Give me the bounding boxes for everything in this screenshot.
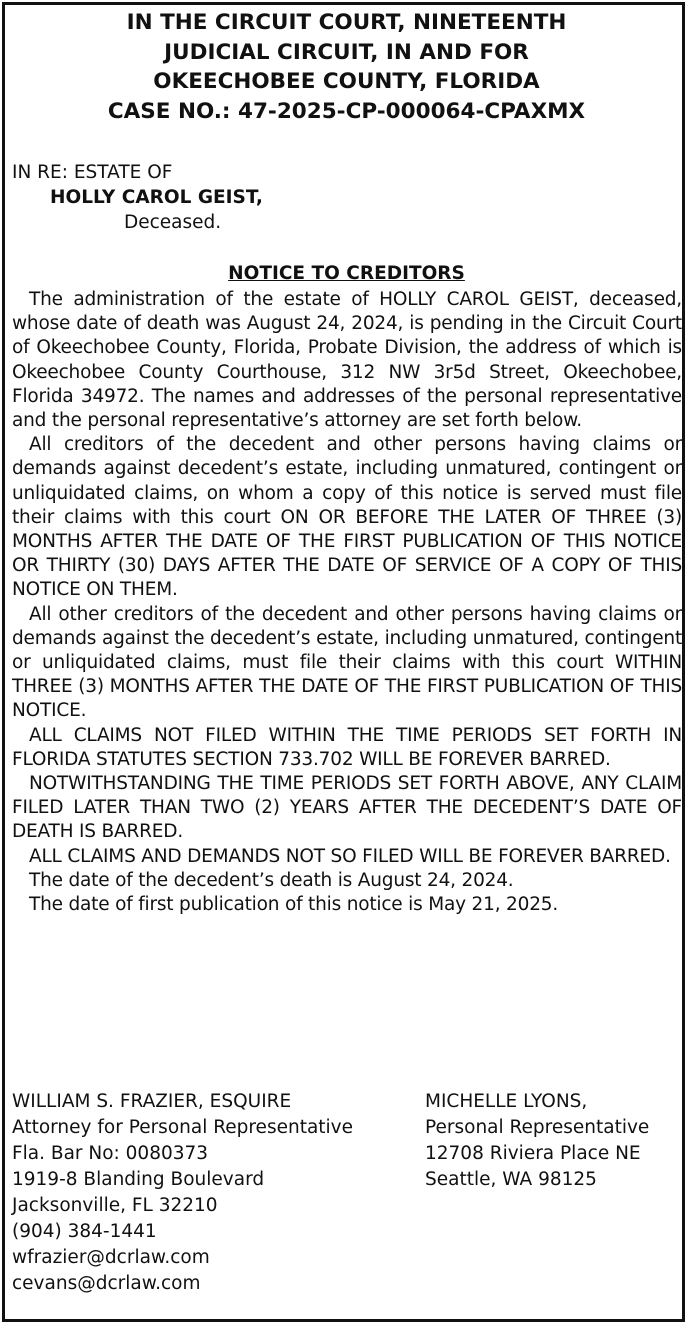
notice-paragraph: ALL CLAIMS AND DEMANDS NOT SO FILED WILL BE FOREVER BARRED. — [29, 845, 671, 867]
attorney-role: Attorney for Personal Representative — [12, 1117, 354, 1138]
notice-paragraph: All creditors of the decedent and other persons having claims or demands against decedent’s estate, including unmatured, contingent or unliquidated claims, on whom a copy of this notice is served must file their claims with this court ON OR BEFORE THE LATER OF THREE (3) MONTHS AFTER THE DATE OF THE FIRST PUBLICATION OF THIS NOTICE OR THIRTY (30) DAYS AFTER THE DATE OF SERVICE OF A COPY OF THIS NOTICE ON THEM. — [12, 434, 682, 601]
in-re-label: IN RE: ESTATE OF — [12, 162, 173, 183]
notice-paragraph: The date of first publication of this notice is May 21, 2025. — [29, 894, 559, 916]
attorney-address-line-1: 1919-8 Blanding Boulevard — [12, 1169, 265, 1190]
court-header — [10, 8, 683, 126]
attorney-email-1: wfrazier@dcrlaw.com — [12, 1247, 210, 1268]
notice-paragraph: All other creditors of the decedent and other persons having claims or demands against the decedent’s estate, including unmatured, contingent or unliquidated claims, must file their claims with this court WITHIN THREE (3) MONTHS AFTER THE DATE OF THE FIRST PUBLICATION OF THIS NOTICE. — [12, 603, 682, 722]
notice-paragraph: The date of the decedent’s death is August 24, 2024. — [29, 869, 514, 891]
notice-title: NOTICE TO CREDITORS — [228, 263, 465, 284]
attorney-name: WILLIAM S. FRAZIER, ESQUIRE — [12, 1091, 292, 1112]
court-header-line-3: OKEECHOBEE COUNTY, FLORIDA — [153, 69, 540, 94]
deceased-label: Deceased. — [124, 212, 222, 233]
attorney-address-line-2: Jacksonville, FL 32210 — [12, 1195, 218, 1216]
in-re-block — [12, 160, 263, 235]
attorney-phone: (904) 384-1441 — [12, 1221, 157, 1242]
attorney-email-2: cevans@dcrlaw.com — [12, 1273, 201, 1294]
representative-signature-block — [425, 1089, 649, 1193]
representative-address-line-2: Seattle, WA 98125 — [425, 1169, 597, 1190]
notice-paragraph: The administration of the estate of HOLLY CAROL GEIST, deceased, whose date of death was August 24, 2024, is pending in the Circuit Court of Okeechobee County, Florida, Probate Division, the address of which is Okeechobee County Courthouse, 312 NW 3r5d Street, Okeechobee, Florida 34972. The names and addresses of the personal representative and the personal representative’s attorney are set forth below. — [12, 289, 682, 432]
representative-role: Personal Representative — [425, 1117, 650, 1138]
representative-name: MICHELLE LYONS, — [425, 1091, 588, 1112]
attorney-bar-number: Fla. Bar No: 0080373 — [12, 1143, 209, 1164]
representative-address-line-1: 12708 Riviera Place NE — [425, 1143, 641, 1164]
court-header-line-1: IN THE CIRCUIT COURT, NINETEENTH — [126, 10, 567, 35]
decedent-name: HOLLY CAROL GEIST, — [50, 187, 263, 208]
notice-paragraph: NOTWITHSTANDING THE TIME PERIODS SET FORTH ABOVE, ANY CLAIM FILED LATER THAN TWO (2) YEARS AFTER THE DECEDENT’S DATE OF DEATH IS BARRED. — [12, 773, 682, 843]
notice-paragraph: ALL CLAIMS NOT FILED WITHIN THE TIME PERIODS SET FORTH IN FLORIDA STATUTES SECTION 733.702 WILL BE FOREVER BARRED. — [12, 724, 682, 770]
notice-body — [12, 288, 682, 917]
case-number: CASE NO.: 47-2025-CP-000064-CPAXMX — [107, 98, 586, 124]
attorney-signature-block — [12, 1089, 353, 1297]
court-header-line-2: JUDICIAL CIRCUIT, IN AND FOR — [164, 39, 529, 65]
